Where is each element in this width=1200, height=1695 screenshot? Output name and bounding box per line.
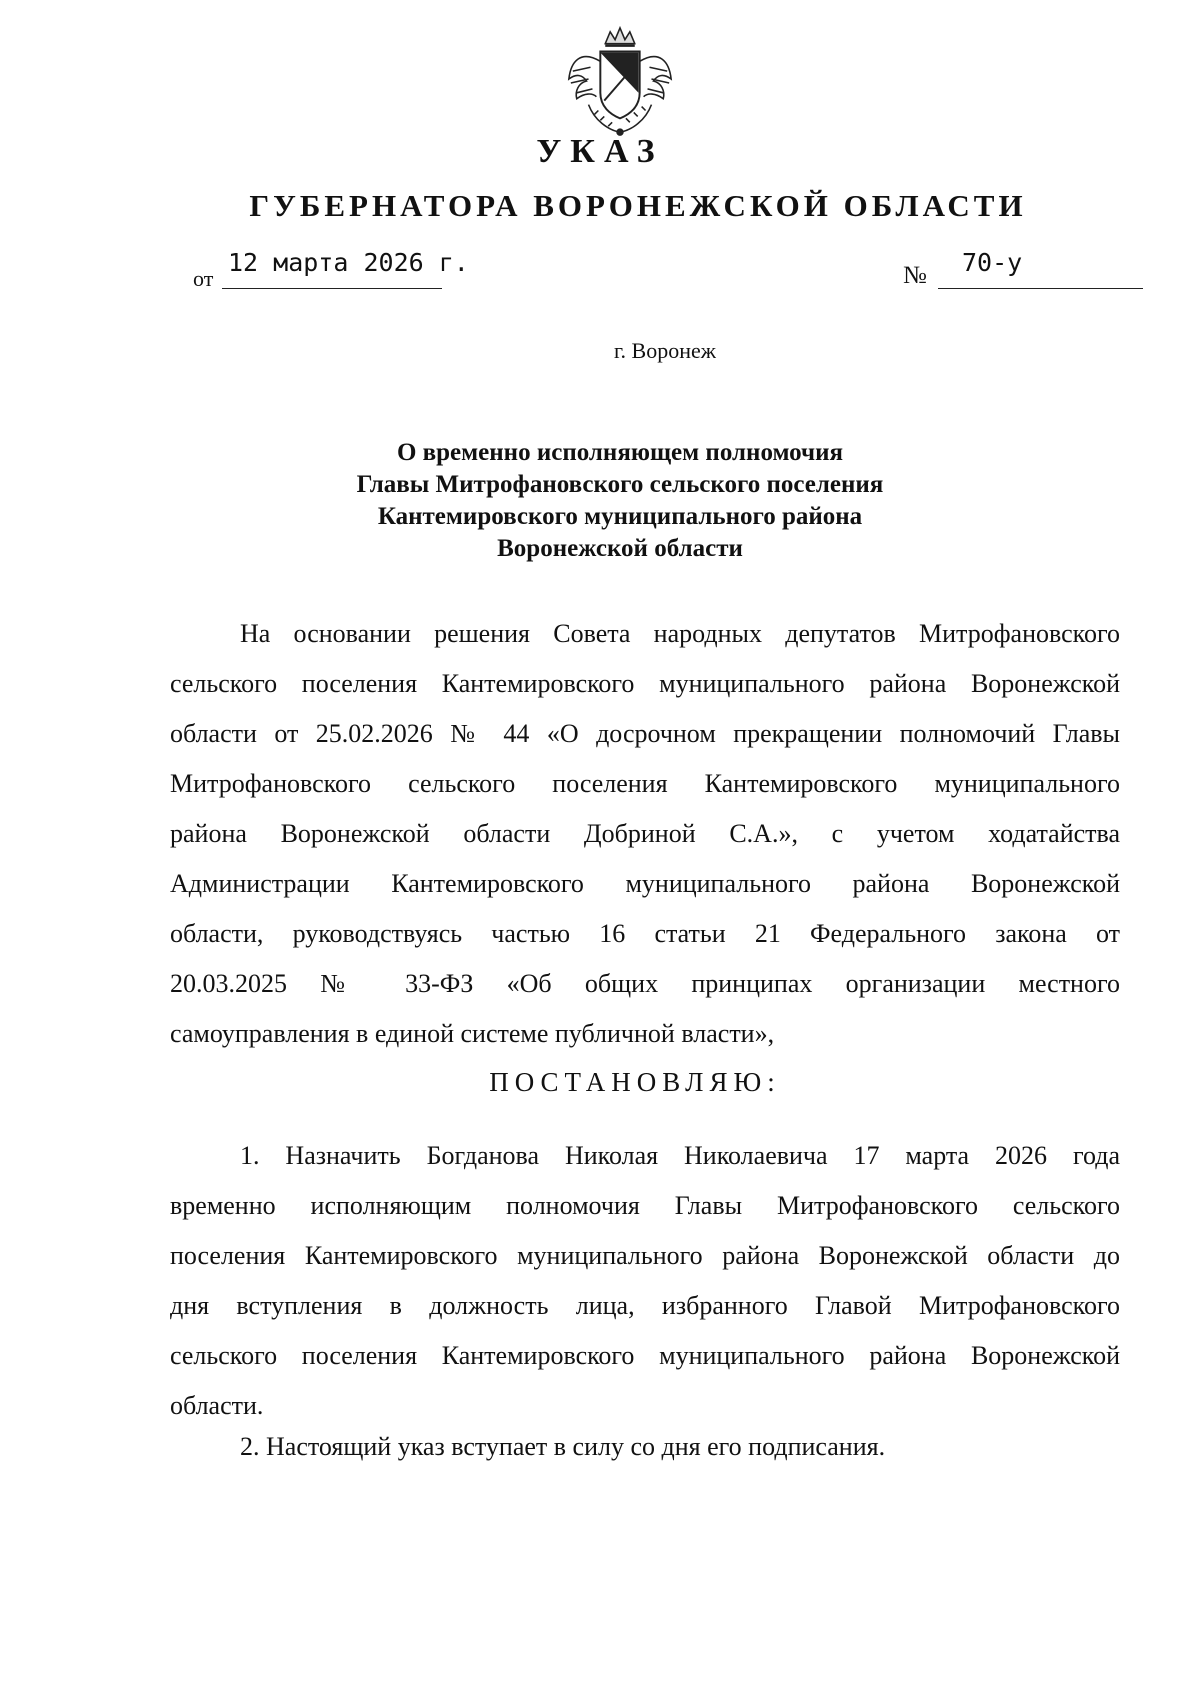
date-value: 12 марта 2026 г. (228, 248, 469, 277)
preamble-line: района Воронежской области Добриной С.А.», с учетом ходатайства (170, 819, 1120, 848)
coat-of-arms-icon (561, 22, 679, 140)
preamble-line: 20.03.2025 № 33-ФЗ «Об общих принципах организации местного (170, 969, 1120, 998)
resolution-word: ПОСТАНОВЛЯЮ: (489, 1067, 781, 1097)
item-1-line: временно исполняющим полномочия Главы Митрофановского сельского (170, 1191, 1120, 1220)
item-1-line: дня вступления в должность лица, избранного Главой Митрофановского (170, 1291, 1120, 1320)
item-1-line: сельского поселения Кантемировского муниципального района Воронежской (170, 1341, 1120, 1370)
item-1-paragraph (170, 1131, 1120, 1431)
preamble-line: самоуправления в единой системе публичной власти», (170, 1019, 775, 1048)
preamble-line: сельского поселения Кантемировского муниципального района Воронежской (170, 669, 1120, 698)
city-label: г. Воронеж (614, 338, 716, 363)
date-underline (222, 288, 442, 289)
number-value: 70-у (962, 248, 1023, 277)
item-1-line: 1. Назначить Богданова Николая Николаевича 17 марта 2026 года (240, 1141, 1120, 1170)
preamble-line: Митрофановского сельского поселения Кантемировского муниципального (170, 769, 1120, 798)
item-2-paragraph (170, 1422, 1120, 1472)
document-type-title: УКАЗ (536, 133, 664, 170)
preamble-line: области, руководствуясь частью 16 статьи 21 Федерального закона от (170, 919, 1120, 948)
issuer-title: ГУБЕРНАТОРА ВОРОНЕЖСКОЙ ОБЛАСТИ (249, 188, 1027, 223)
preamble-paragraph (170, 609, 1120, 1059)
subject-line: Кантемировского муниципального района (377, 503, 863, 530)
item-2-line: 2. Настоящий указ вступает в силу со дня его подписания. (240, 1432, 886, 1461)
preamble-line: Администрации Кантемировского муниципального района Воронежской (170, 869, 1120, 898)
subject-line: О временно исполняющем полномочия (396, 439, 844, 466)
subject-line: Главы Митрофановского сельского поселения (356, 471, 884, 498)
preamble-line: области от 25.02.2026 № 44 «О досрочном прекращении полномочий Главы (170, 719, 1120, 748)
item-1-line: области. (170, 1391, 264, 1420)
number-underline (938, 288, 1143, 289)
date-prefix-label: от (193, 266, 214, 291)
subject-heading (180, 437, 1060, 565)
preamble-line: На основании решения Совета народных депутатов Митрофановского (240, 619, 1120, 648)
item-1-line: поселения Кантемировского муниципального района Воронежской области до (170, 1241, 1120, 1270)
number-prefix-label: № (903, 262, 927, 289)
subject-line: Воронежской области (497, 535, 743, 562)
